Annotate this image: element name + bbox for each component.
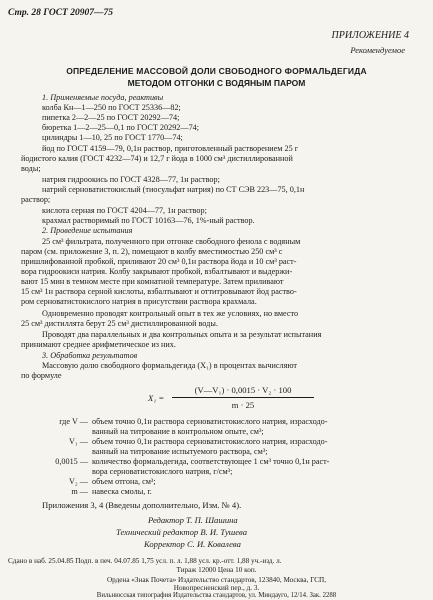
body-line: Массовую долю свободного формальдегида (X₁) в процентах вычисляют <box>42 361 297 370</box>
body-line: 25 см³ фильтрата, полученного при отгонке свободного фенола с водяным <box>42 237 301 246</box>
definition-text: вора серноватистокислого натрия, г/см³; <box>92 467 233 476</box>
formula-numerator: (V—V₁) · 0,0015 · V₂ · 100 <box>194 385 292 395</box>
document-title-line-2: МЕТОДОМ ОТГОНКИ С ВОДЯНЫМ ПАРОМ <box>127 78 306 88</box>
definition-text: навеска смолы, г. <box>92 487 152 496</box>
body-line: паром (см. приложение 3, п. 2), помещают в колбу вместимостью 250 см³ с <box>21 247 283 256</box>
reagent-item: йодистого калия (ГОСТ 4232—74) и 12,7 г йода в 1000 см³ дистиллированной <box>21 154 293 163</box>
definition-term: V₂ — <box>68 477 88 486</box>
appendix-label: ПРИЛОЖЕНИЕ 4 <box>331 30 409 41</box>
editor-signature: Редактор Т. П. Шашина <box>148 515 238 525</box>
definition-term: 0,0015 — <box>55 457 88 466</box>
definition-text: объем точно 0,1н раствора серноватистокислого натрия, израсходо- <box>92 417 328 426</box>
section-3-heading: 3. Обработка результатов <box>42 351 138 360</box>
body-line: Одновременно проводят контрольный опыт в тех же условиях, но вместо <box>42 309 299 318</box>
amendment-note: Приложения 3, 4 (Введены дополнительно, Изм. № 4). <box>42 500 242 510</box>
reagent-item: натрия гидроокись по ГОСТ 4328—77, 1н раствор; <box>42 175 220 184</box>
recommended-label: Рекомендуемое <box>350 45 405 55</box>
reagent-item: натрий серноватистокислый (тиосульфат натрия) по СТ СЭВ 223—75, 0,1н <box>42 185 305 194</box>
reagent-item: раствор; <box>21 195 51 204</box>
definition-text: объем точно 0,1н раствора серноватистокислого натрия, израсходо- <box>92 437 328 446</box>
body-line: вают 15 мин в темном месте при комнатной температуре. Затем приливают <box>21 277 284 286</box>
definition-text: ванный на титрование испытуемого раствора, см³; <box>92 447 268 456</box>
definition-text: объем отгона, см³; <box>92 477 156 486</box>
reagent-item: колба Кн—1—250 по ГОСТ 25336—82; <box>42 103 181 112</box>
body-line: 25 см³ дистиллята берут 25 см³ дистиллированной воды. <box>21 319 218 328</box>
definition-term: m — <box>71 487 88 496</box>
definition-term: где V — <box>59 417 88 426</box>
formula-denominator: m · 25 <box>231 400 255 410</box>
formula-lhs: X₁ = <box>148 393 165 403</box>
reagent-item: кислота серная по ГОСТ 4204—77, 1н раствор; <box>42 206 207 215</box>
body-line: принимают среднее арифметическое из них. <box>21 340 176 349</box>
definition-text: количество формальдегида, соответствующее 1 см³ точно 0,1н раст- <box>92 457 330 466</box>
reagent-item: пипетка 2—2—25 по ГОСТ 20292—74; <box>42 113 180 122</box>
section-2-heading: 2. Проведение испытания <box>42 226 133 235</box>
body-line: пришлифованной пробкой, приливают 20 см³ 0,1н раствора йода и 10 см³ раст- <box>21 257 297 266</box>
imprint-line: Ордена «Знак Почета» Издательство стандартов, 123840, Москва, ГСП, <box>106 576 327 584</box>
page-reference: Стр. 28 ГОСТ 20907—75 <box>8 8 113 18</box>
fraction-bar <box>172 397 314 398</box>
body-line: ром серноватистокислого натрия в присутствии раствора крахмала. <box>21 297 257 306</box>
reagent-item: воды; <box>21 164 41 173</box>
body-line: Проводят два параллельных и два контрольных опыта и за результат испытания <box>42 330 322 339</box>
imprint-line: Тираж 12000 Цена 10 коп. <box>176 566 257 574</box>
document-title-line-1: ОПРЕДЕЛЕНИЕ МАССОВОЙ ДОЛИ СВОБОДНОГО ФОРМАЛЬДЕГИДА <box>66 66 367 76</box>
definition-term: V₁ — <box>68 437 88 446</box>
corrector-signature: Корректор С. И. Ковалева <box>144 539 241 549</box>
imprint-line: Сдано в наб. 25.04.85 Подп. в печ. 04.07.85 1,75 усл. п. л. 1,88 усл. кр.-отт. 1,88 уч.-изд. л. <box>8 557 282 565</box>
tech-editor-signature: Технический редактор В. И. Тушева <box>116 527 248 537</box>
definition-text: ванный на титрование в контрольном опыте, см³; <box>92 427 264 436</box>
body-line: 15 см³ 1н раствора серной кислоты, взбалтывают и оттитровывают йод раство- <box>21 287 297 296</box>
body-line: по формуле <box>21 371 62 380</box>
reagent-item: цилиндры 1—10, 25 по ГОСТ 1770—74; <box>42 133 183 142</box>
imprint-line: Новопресненский пер., д. 3. <box>173 584 260 592</box>
section-1-heading: 1. Применяемые посуда, реактивы <box>42 93 164 102</box>
reagent-item: йод по ГОСТ 4159—79, 0,1н раствор, приготовленный растворением 25 г <box>42 144 299 153</box>
reagent-item: бюретка 1—2—25—0,1 по ГОСТ 20292—74; <box>42 123 200 132</box>
body-line: вора гидроокиси натрия. Колбу закрывают пробкой, взбалтывают и выдержи- <box>21 267 293 276</box>
reagent-item: крахмал растворимый по ГОСТ 10163—76, 1%-ный раствор. <box>42 216 255 225</box>
imprint-line: Вильнюсская типография Издательства стандартов, ул. Миндауго, 12/14. Зак. 2288 <box>96 592 337 599</box>
